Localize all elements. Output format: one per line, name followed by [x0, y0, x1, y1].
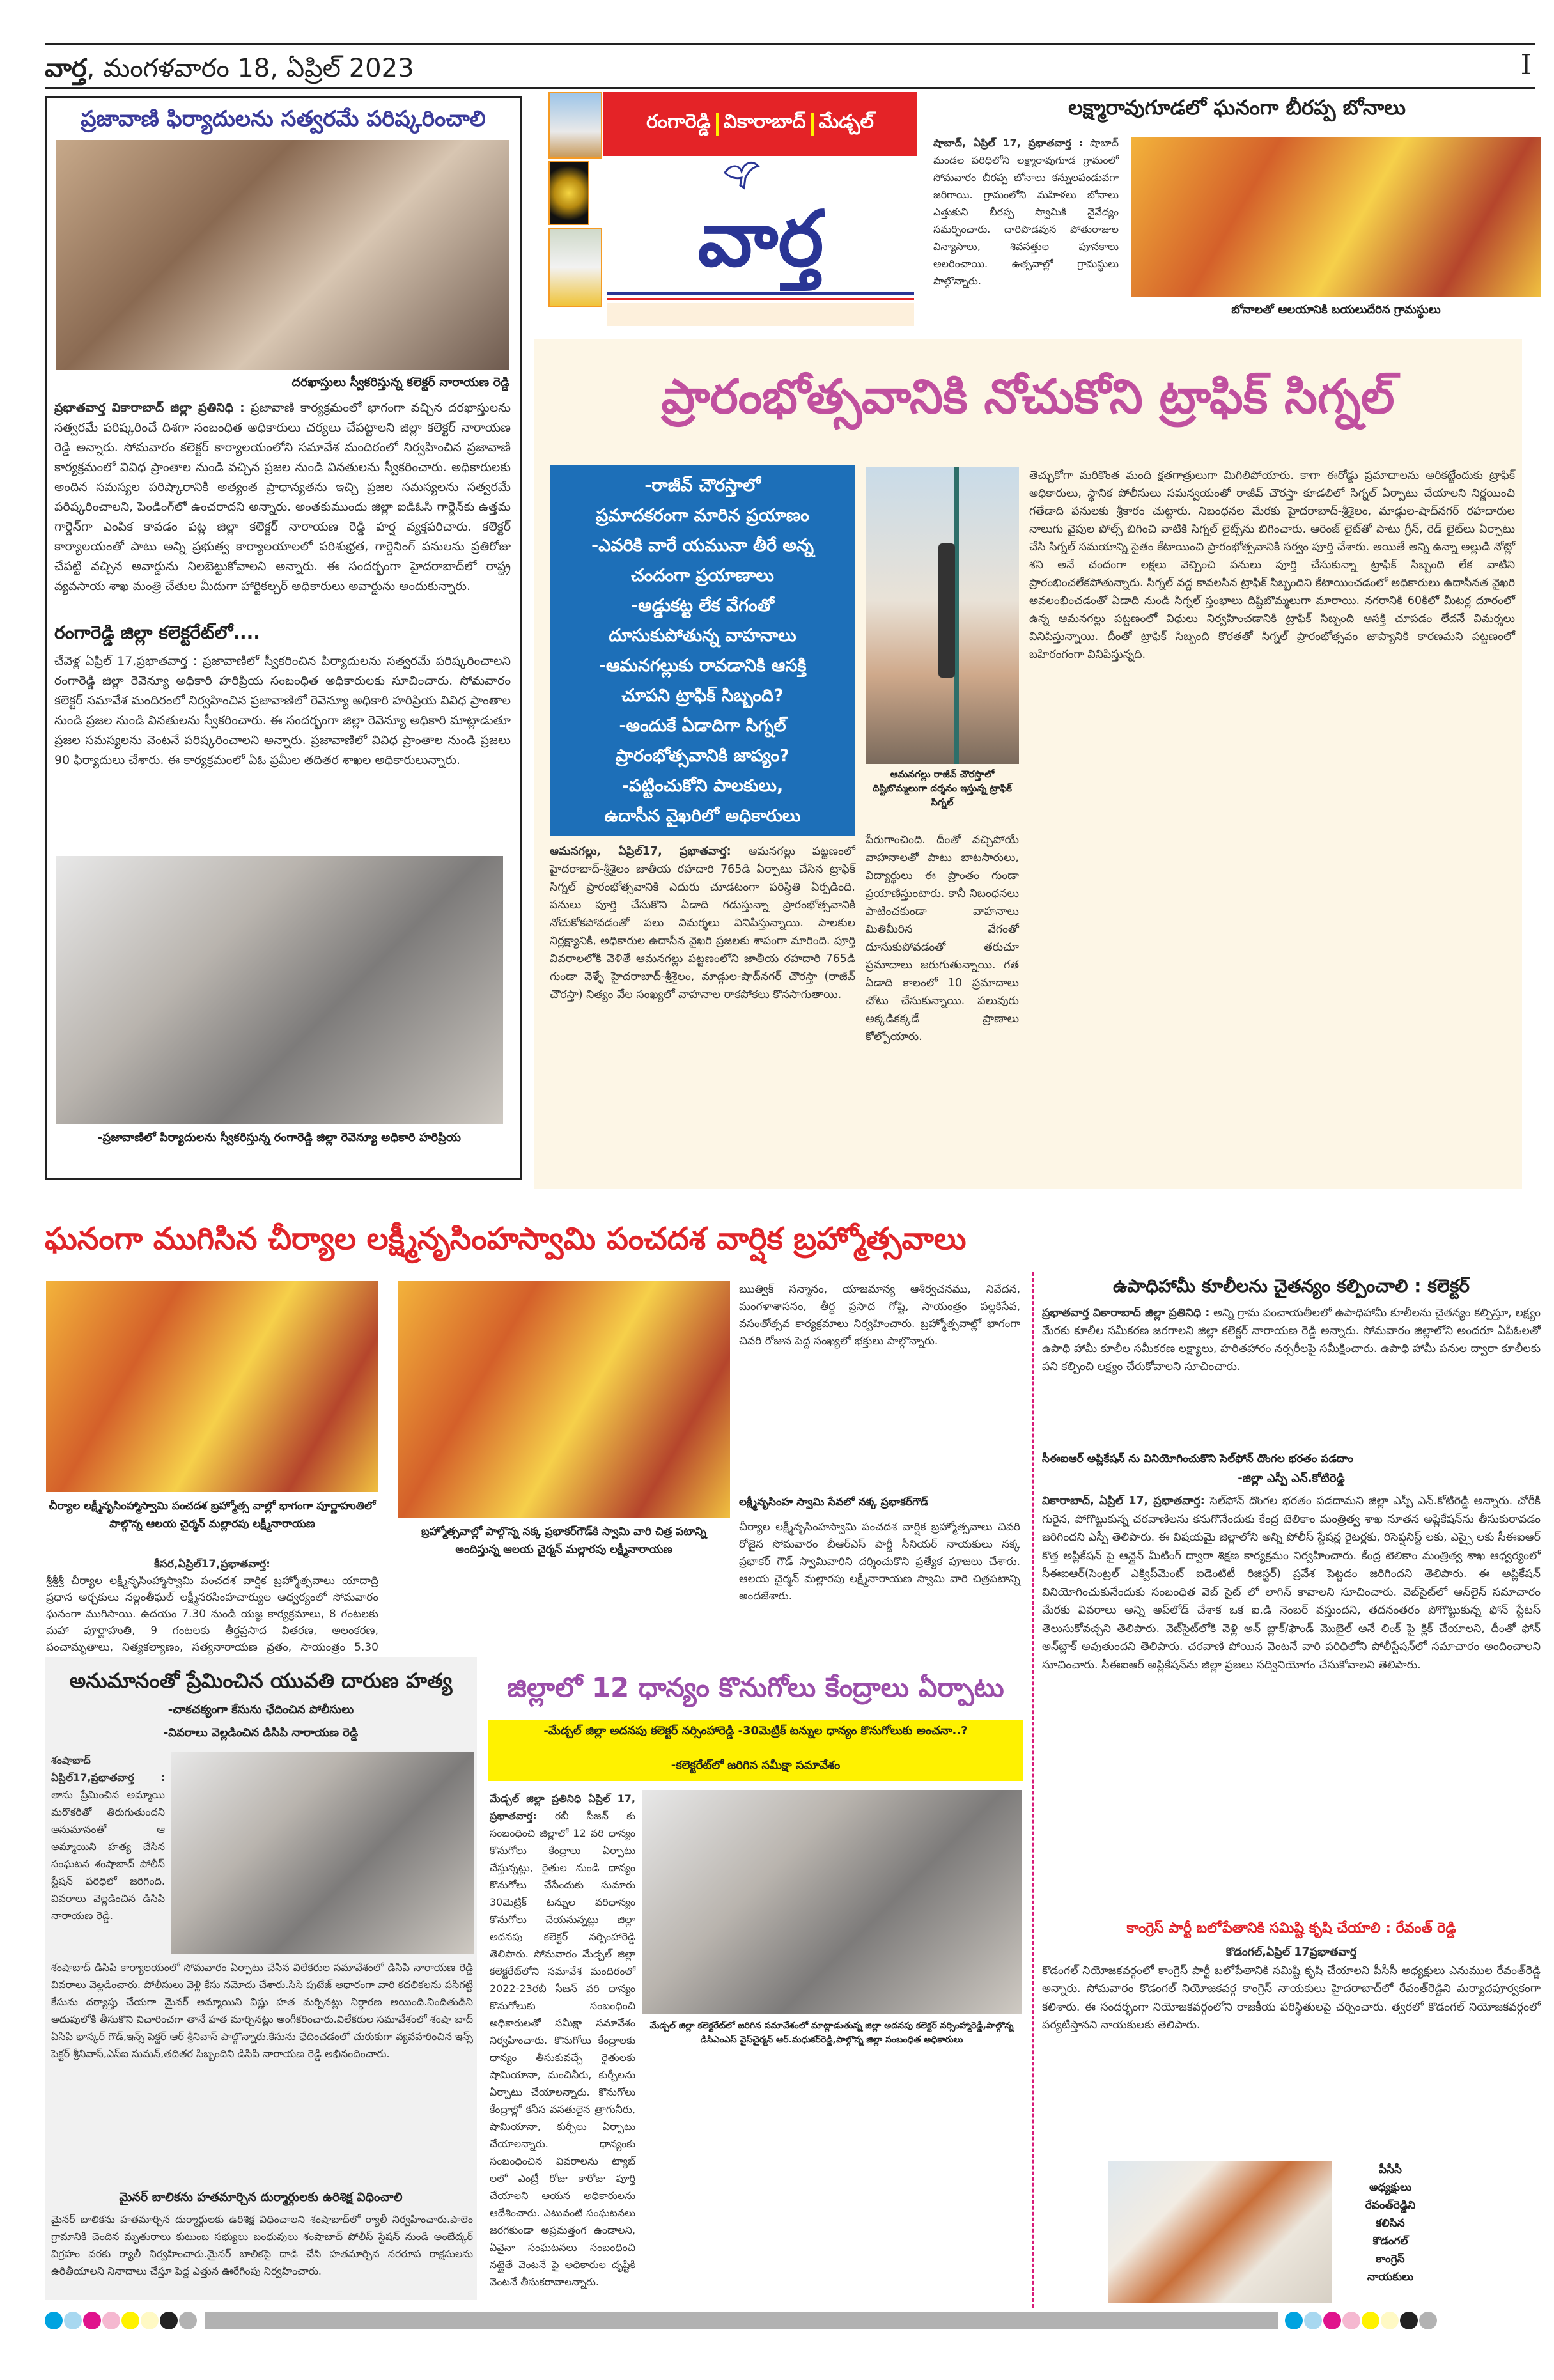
- body-text: కొడంగల్ నియోజకవర్గంలో కాంగ్రెస్ పార్టీ బలోపేతానికి సమిష్టి కృషి చేయాలని పీసీసీ అధ్యక్షులు ఎనుముల రేవంత్‌రెడ్డి అన్నారు. సోమవారం కొడంగల్ నియోజకవర్గ కాంగ్రెస్ నాయకులు హైదరాబాద్‌లో రేవంత్‌రెడ్డిని మర్యాదపూర్వకంగా కలిశారు. ఈ సందర్భంగా నియోజకవర్గంలోని రాజకీయ పరిస్థితులపై చర్చించారు. త్వరలో కొడంగల్ నియోజకవర్గంలో పర్యటిస్తానని నాయకులకు తెలిపారు.: [1042, 1964, 1541, 2032]
- body-text: షాబాద్ మండల పరిధిలోని లక్ష్మారావుగూడ గ్రామంలో సోమవారం బీరప్ప బోనాలు కన్నులపండువగా జరిగాయి. గ్రామంలోని మహిళలు బోనాలు ఎత్తుకుని బీరప్ప స్వామికి నైవేద్యం సమర్పించారు. దారిపొడవున పోతురాజుల విన్యాసాలు, శివసత్తుల పూనకాలు అలరించాయి. ఉత్సవాల్లో గ్రామస్థులు పాల్గొన్నారు.: [933, 137, 1119, 287]
- ceir-subhead: సీఈఐఆర్ అప్లికేషన్ ను వినియోగించుకొని సెల్‌ఫోన్ దొంగల భరతం పడదాం: [1042, 1452, 1354, 1465]
- caption-line: పీసీసీ: [1379, 2163, 1402, 2176]
- reg-dot-yellow: [1362, 2312, 1379, 2329]
- highlight-line: చూపని ట్రాఫిక్ సిబ్బంది?: [621, 686, 784, 706]
- murder-body: [51, 1959, 473, 2183]
- district-banner: [603, 92, 917, 156]
- dateline: కొడంగల్,ఏప్రిల్ 17ప్రభాతవార్త: [1225, 1946, 1357, 1959]
- reg-dot-gray: [1419, 2312, 1437, 2329]
- dateline: ప్రభాతవార్త వికారాబాద్ జిల్లా ప్రతినిధి :: [1042, 1307, 1210, 1319]
- revanth-body: [1042, 1943, 1541, 2129]
- subhead: రంగారెడ్డి జిల్లా కలెక్టరేట్‌లో....: [54, 622, 260, 643]
- upadhi-body: [1042, 1304, 1541, 1447]
- reg-dot-magenta: [83, 2312, 101, 2329]
- body-text: చీర్యాల లక్ష్మీనృసింహస్వామి పంచదశ వార్షిక బ్రహ్మోత్సవాలు చివరి రోజైన సోమవారం బీఆర్ఎస్ పార్టీ సీనియర్ నాయకులు నక్క ప్రభాకర్ గౌడ్ స్వామివారిని దర్శించుకొని ప్రత్యేక పూజలు చేశారు. ఆలయ చైర్మన్ మల్లారపు లక్ష్మీనారాయణ స్వామి వారి చిత్రపటాన్ని అందజేశారు.: [739, 1521, 1020, 1603]
- cheeryala-photo1-caption: చీర్యాల లక్ష్మీనృసింహ్మాస్వామి పంచదశ బ్రహ్మోత్స వాల్లో భాగంగా పూర్ణాహుతిలో పాల్గొన్న ఆలయ చైర్మన్ మల్లారపు లక్ష్మీనారాయణ: [49, 1500, 376, 1530]
- logo-underline-red: [607, 298, 914, 300]
- dateline: ప్రభాతవార్త వికారాబాద్ జిల్లా ప్రతినిధి :: [54, 401, 245, 415]
- cheeryala-subhead: లక్ష్మీనృసింహ స్వామి సేవలో నక్క ప్రభాకర్‌గౌడ్: [739, 1496, 929, 1509]
- district-rangareddy: రంగారెడ్డి: [646, 111, 711, 133]
- dateline: కీసర,ఏప్రిల్17,ప్రభాతవార్త:: [154, 1558, 270, 1571]
- caption-line: అధ్యక్షులు: [1369, 2181, 1411, 2194]
- grain-body-col1: [490, 1790, 635, 2295]
- photo2-caption: -ప్రజావాణిలో పిర్యాదులను స్వీకరిస్తున్న రంగారెడ్డి జిల్లా రెవెన్యూ అధికారి హరిప్రియ: [97, 1131, 462, 1144]
- dateline: ఆమనగల్లు, ఏప్రిల్17, ప్రభాతవార్త:: [550, 845, 731, 858]
- body-text: తెచ్చుకోగా మరికొంత మంది క్షతగాత్రులుగా మిగిలిపోయారు. కాగా ఈరోడ్డు ప్రమాదాలను అరికట్టేందుకు ట్రాఫిక్ అధికారులు, స్థానిక పోలీసులు సమన్వయంతో రాజీవ్ చౌరస్తా కూడలిలో సిగ్నల్ ఏర్పాటు చేయాలని నిర్ణయించి గతేడాది పనులకు శ్రీకారం చుట్టారు. నిబంధనల మేరకు హైదరాబాద్-శ్రీశైలం, మాడ్గుల-షాద్‌నగర్ రహదారుల నాలుగు వైపుల పోల్స్ బిగించి వాటికి సిగ్నల్ లైట్స్‌ను బిగించారు. ఆరెంజ్ లైట్‌తో పాటు గ్రీన్, రెడ్ లైట్‌లు ఏర్పాటు చేసి సిగ్నల్ సమయాన్ని సైతం కేటాయించి ప్రారంభోత్సవానికి సర్వం పూర్తి చేశారు. అయితే అన్ని ఉన్నా అల్లుడి నోట్లో శని అనే చందంగా లక్షలు వెచ్చించి పనులు పూర్తి చేసుకున్నా ట్రాఫిక్ సిబ్బంది లేక వాటిని ప్రారంభించలేకపోతున్నారు. సిగ్నల్ వద్ద కావలసిన ట్రాఫిక్ సిబ్బందిని కేటాయించడంలో అధికారులు ఉదాసీనత వైఖరి అవలంభించడంతో ఏడాది నుండి సిగ్నల్ స్తంభాలు దిష్టిబొమ్మలుగా మారాయి. నగరానికి 60కిలో మీటర్ల దూరంలో ఉన్న ఆమనగల్లు పట్టణంలో విధులు నిర్వహించడానికి ట్రాఫిక్ సిబ్బంది ఆసక్తి చూపడం లేదనే విమర్శలు వినిపిస్తున్నాయి. దీంతో ట్రాఫిక్ సిబ్బంది కొరతతో సిగ్నల్ ప్రారంభోత్సవం జాప్యానికి కారణమని పట్టణంలో బహిరంగంగా వినిపిస్తున్నది.: [1029, 469, 1515, 661]
- cheeryala-headline: ఘనంగా ముగిసిన చీర్యాల లక్ష్మీనృసింహస్వామి పంచదశ వార్షిక బ్రహ్మోత్సవాలు: [45, 1221, 967, 1257]
- murder-subhead: మైనర్ బాలికను హతమార్చిన దుర్మార్గులకు ఉరిశిక్ష విధించాలి: [119, 2190, 403, 2204]
- reg-dot-yellow: [121, 2312, 139, 2329]
- district-medchal: మేడ్చల్: [818, 111, 874, 133]
- sub-body-text: ప్రజావాణిలో స్వీకరించిన పిర్యాదులను సత్వరమే పరిష్కరించాలని రంగారెడ్డి జిల్లా రెవెన్యూ అధికారి హరిప్రియ సంబంధిత అధికారులకు సూచించారు. సోమవారం కలెక్టర్ సమావేశ మందిరంలో నిర్వహించిన ప్రజావాణిలో రెవెన్యూ అధికారి హరిప్రియ వివిధ ప్రాంతాల నుండి ప్రజల నుండి వినతులను స్వీకరించారు. ఈ సందర్భంగా జిల్లా రెవెన్యూ అధికారి మాట్లాడుతూ ప్రజల సమస్యలను వెంటనే పరిష్కరించాలని అన్నారు. ప్రజావాణిలో వివిధ ప్రాంతాల నుండి ప్రజలు 90 ఫిర్యాదులు చేశారు. ఈ కార్యక్రమంలో ఏఓ ప్రమీల తదితర శాఖల అధికారులున్నారు.: [54, 654, 511, 767]
- reg-dot-black: [1400, 2312, 1418, 2329]
- bonalu-photo: [1131, 137, 1541, 297]
- highlight-line: -అందుకే ఏడాదిగా సిగ్నల్: [619, 716, 786, 736]
- grain-highlight-2: -కలెక్టరేట్‌లో జరిగిన సమీక్షా సమావేశం: [671, 1759, 841, 1772]
- photo-revenue-officer: [56, 856, 503, 1124]
- murder-sub1: -చాకచక్యంగా కేసును ఛేదించిన పోలీసులు: [167, 1703, 354, 1716]
- ceir-body: [1042, 1492, 1541, 1911]
- district-vikarabad: వికారాబాద్: [723, 111, 806, 133]
- photo-collector-receiving: [56, 140, 509, 370]
- reg-dot-cream: [141, 2312, 159, 2329]
- murder-sub2: -వివరాలు వెల్లడించిన డిసిపి నారాయణ రెడ్డి: [163, 1726, 359, 1739]
- reg-dot-light-cyan: [1304, 2312, 1322, 2329]
- body-text: సెల్‌ఫోన్ దొంగల భరతం పడదామని జిల్లా ఎస్పీ ఎన్.కోటిరెడ్డి అన్నారు. చోరీకి గురైన, పోగొట్టుకున్న చరవాణిలను కనుగొనేందుకు కేంద్ర టెలికాం మంత్రిత్వ శాఖ నూతన అప్లికేషన్‌ను తీసుకురావడం జరిగిందని ఎస్పీ తెలిపారు. ఈ విషయమై జిల్లాలోని అన్ని పోలీస్ స్టేషన్ల రైటర్లకు, రిసెప్షనిస్ట్ లకు, ఎస్సై లకు సీఈఐఆర్ కొత్త అప్లికేషన్ పై ఆన్లైన్ మీటింగ్ ద్వారా శిక్షణ కార్యక్రమం నిర్వహించారు. కేంద్ర టెలికాం మంత్రిత్వ శాఖ ఆధ్వర్యంలో సీఈఐఆర్(సెంట్రల్ ఎక్విప్‌మెంట్ ఐడెంటిటీ రిజిస్టర్) ప్రవేశ పెట్టడం జరిగిందని తెలిపారు. ఈ అప్లికేషన్ వినియోగించుకునేందుకు సంబంధిత వెబ్ సైట్ లో లాగిన్ కావాలని సూచించారు. వెబ్‌సైట్‌లో ఆన్‌లైన్ సమాచారం మేరకు వివరాలు అన్ని అప్‌లోడ్ చేశాక ఒక ఐ.డి నెంబర్ వస్తుందని, తదనంతరం పోగొట్టుకున్న ఫోన్ స్టేటస్ తెలుసుకోవచ్చని తెలిపారు. వెబ్‌సైట్‌లోకి వెళ్లి అన్ బ్లాక్/ఫౌండ్ మొబైల్ అనే లింక్ పై క్లిక్ చేయాలని, దీంతో ఫోన్ అన్‌బ్లాక్ అవుతుందని తెలిపారు. చరవాణి పోయిన వెంటనే వారి పరిధిలోని పోలీస్టేషన్‌లో సమాచారం అందించాలని సూచించారు. సీఈఐఆర్ అప్లికేషన్‌ను జిల్లా ప్రజలు సద్వినియోగం చేసుకోవాలని తెలిపారు.: [1042, 1495, 1541, 1672]
- reg-dot-gray: [179, 2312, 197, 2329]
- dcp-press-meet-photo: [171, 1752, 474, 1954]
- dateline: షాబాద్, ఏప్రిల్ 17, ప్రభాతవార్త :: [933, 137, 1083, 149]
- cheeryala-sub-body: [739, 1519, 1020, 1639]
- article-prajavani: [45, 96, 522, 1180]
- reg-dot-cyan: [1285, 2312, 1303, 2329]
- body-text: రబీ సీజన్ కు సంబంధించి జిల్లాలో 12 వరి ధాన్యం కొనుగోలు కేంద్రాలు ఏర్పాటు చేస్తున్నట్లు, రైతుల నుండి ధాన్యం కొనుగోలు చేసేందుకు సుమారు 30మెట్రిక్ టన్నుల వరిధాన్యం కొనుగోలు చేయనున్నట్లు జిల్లా అదనపు కలెక్టర్ నర్సింహారెడ్డి తెలిపారు. సోమవారం మేడ్చల్ జిల్లా కలెక్టరేట్‌లోని సమావేశ మందిరంలో 2022-23రబీ సీజన్ వరి ధాన్యం కొనుగోలుకు సంబంధించి అధికారులతో సమీక్షా సమావేశం నిర్వహించారు. కొనుగోలు కేంద్రాలకు ధాన్యం తీసుకువచ్చే రైతులకు షామియానా, మంచినీరు, కుర్చీలను ఏర్పాటు చేయాలన్నారు. కొనుగోలు కేంద్రాల్లో కనీస వసతులైన త్రాగునీరు, షామియానా, కుర్చీలు ఏర్పాటు చేయాలన్నారు. ధాన్యంకు సంబంధించిన వివరాలను ట్యాబ్ లలో ఎంట్రీ రోజు కారోజు పూర్తి చేయాలని ఆయన అధికారులను ఆదేశించారు. ఎటువంటి సంఘటనలు జరగకుండా అప్రమత్తంగ ఉండాలని, ఏవైనా సంఘటనలు సంబంధించి నట్లైతే వెంటనే పై అధికారుల దృష్టికి వెంటనే తీసుకరావాలన్నారు.: [490, 1810, 636, 2288]
- cheeryala-photo-1: [46, 1281, 378, 1492]
- sub-dateline: చేవెళ్ల ఏప్రిల్ 17,ప్రభాతవార్త :: [54, 654, 198, 668]
- highlight-line: -ఆమనగల్లుకు రావడానికి ఆసక్తి: [598, 656, 807, 676]
- traffic-col2: [866, 831, 1019, 1183]
- district-separator: [811, 113, 814, 136]
- registration-dots-left: [45, 2312, 198, 2329]
- traffic-headline: ప్రారంభోత్సవానికి నోచుకోని ట్రాఫిక్ సిగ్నల్: [661, 369, 1395, 424]
- highlight-line: -అడ్డుకట్ట లేక వేగంతో: [630, 596, 775, 616]
- reg-dot-pink: [1342, 2312, 1360, 2329]
- header-rule: [45, 87, 1535, 89]
- beerappa-photo-caption: బోనాలతో ఆలయానికి బయలుదేరిన గ్రామస్థులు: [1231, 303, 1441, 316]
- cheeryala-photo2-caption: బ్రహ్మోత్సవాల్లో పాల్గొన్న నక్క ప్రభాకర్‌గౌడ్‌కి స్వామి వారి చిత్ర పటాన్ని అందిస్తున్న ఆలయ చైర్మన్ మల్లారపు లక్ష్మీనారాయణ: [421, 1525, 707, 1556]
- revanth-photo: [1108, 2161, 1332, 2303]
- district-separator: [716, 113, 719, 136]
- body-text: ప్రజావాణి కార్యక్రమంలో భాగంగా వచ్చిన దరఖాస్తులను సత్వరమే పరిష్కరించే దిశగా సంబంధిత అధికారులు చర్యలు చేపట్టాలని జిల్లా కలెక్టర్ నారాయణ రెడ్డి అన్నారు. సోమవారం కలెక్టర్ కార్యాలయంలోని సమావేశ మందిరంలో నిర్వహించిన ప్రజావాణి కార్యక్రమంలో వివిధ ప్రాంతాల నుండి వచ్చిన ప్రజల నుండి వినతులను స్వీకరించారు. అధికారులకు అందిన సమస్యల పరిష్కారానికి అత్యంత ప్రాధాన్యతను ఇచ్చి ప్రజల సమస్యలను సత్వరమే పరిష్కరించాలని, పెండింగ్‌లో ఉంచరాదని అన్నారు. అంతకుముందు జిల్లా ఐడిఓసి గార్డెన్‌కు ఉత్తమ గార్డెన్‌గా ఎంపిక కావడం పట్ల జిల్లా కలెక్టర్ నారాయణ రెడ్డి హర్ష వ్యక్తపరిచారు. కలెక్టర్ కార్యాలయంతో పాటు అన్ని ప్రభుత్వ కార్యాలయాలలో పరిశుభ్రత, గార్డెనింగ్ పనులను ప్రతిరోజు చేపట్టి వచ్చిన అవార్డును నిలబెట్టుకోవాలని అన్నారు. ఈ సందర్భంగా హైదరాబాద్‌లో రాష్ట్ర వ్యవసాయ శాఖ మంత్రి చేతుల మీదుగా హార్టికల్చర్ అధికారులు అవార్డును అందుకున్నారు.: [54, 401, 511, 593]
- grain-photo-caption: మేడ్చల్ జిల్లా కలెక్టరేట్‌లో జరిగిన సమావేశంలో మాట్లాడుతున్న జిల్లా అదనపు కలెక్టర్ నర్సింహ్మారెడ్డి,పాల్గొన్న డిసిఎంఎస్ వైస్‌చైర్మన్ ఆర్.మధుకర్‌రెడ్డి,పాల్గొన్న జిల్లా సంబంధిత అధికారులు: [649, 2021, 1014, 2045]
- registration-bar: [205, 2312, 1278, 2329]
- murder-headline: అనుమానంతో ప్రేమించిన యువతి దారుణ హత్య: [69, 1668, 453, 1693]
- article-body: [54, 398, 511, 616]
- folio-line: [45, 54, 414, 89]
- highlight-line: దూసుకుపోతున్న వాహనాలు: [609, 626, 796, 646]
- body-text: ఋత్విక్ సన్మానం, యాజమాన్య ఆశీర్వచనము, నివేదన, మంగళాశాసనం, తీర్థ ప్రసాద గోష్టి, సాయంత్రం పల్లకిసేవ, వసంతోత్సవ కార్యక్రమాలు నిర్వహించారు. బ్రహ్మోత్సవాల్లో భాగంగా చివరి రోజున పెద్ద సంఖ్యలో భక్తులు పాల్గొన్నారు.: [739, 1283, 1020, 1348]
- traffic-photo-caption: ఆమనగల్లు రాజీవ్ చౌరస్తాలో దిష్టిబొమ్మలుగా దర్శనం ఇస్తున్న ట్రాఫిక్ సిగ్నల్: [873, 768, 1012, 808]
- top-rule: [45, 43, 1535, 45]
- headline: ప్రజావాణి ఫిర్యాదులను సత్వరమే పరిష్కరించాలి: [81, 106, 486, 132]
- grain-meeting-photo: [642, 1790, 1022, 2014]
- revanth-headline: కాంగ్రెస్ పార్టీ బలోపేతానికి సమిష్టి కృషి చేయాలి : రేవంత్ రెడ్డి: [1126, 1920, 1456, 1936]
- photo-caption: దరఖాస్తులు స్వీకరిస్తున్న కలెక్టర్ నారాయణ రెడ్డి: [291, 375, 509, 389]
- beerappa-headline: లక్ష్మారావుగూడలో ఘనంగా బీరప్ప బోనాలు: [1068, 95, 1406, 120]
- reg-dot-cream: [1381, 2312, 1399, 2329]
- highlight-line: ప్రమాదకరంగా మారిన ప్రయాణం: [596, 506, 809, 525]
- cheeryala-body-3: [398, 1582, 730, 1639]
- caption-line: కలిసిన: [1376, 2217, 1405, 2230]
- column-divider: [1032, 1272, 1034, 2308]
- comma-sep: ,: [86, 54, 104, 83]
- registration-dots-right: [1285, 2312, 1438, 2329]
- cheeryala-photo-2: [398, 1281, 730, 1518]
- reg-dot-pink: [102, 2312, 120, 2329]
- grain-highlight-1: -మేడ్చల్ జిల్లా అదనపు కలెక్టర్ నర్సింహారెడ్డి -30మెట్రిక్ టన్నుల ధాన్యం కొనుగోలుకు అంచనా..?: [543, 1724, 968, 1738]
- highlight-line: ప్రారంభోత్సవానికి జాప్యం?: [616, 746, 789, 766]
- highlight-line: ఉదాసీన వైఖరిలో అధికారులు: [604, 806, 801, 826]
- cheeryala-body: [46, 1556, 378, 1654]
- murder-sub-body: [51, 2211, 473, 2297]
- traffic-col3: [1029, 467, 1515, 1183]
- beerappa-article: [933, 134, 1119, 326]
- dateline: శంషాబాద్ ఏప్రిల్17,ప్రభాతవార్త :: [51, 1754, 165, 1784]
- newspaper-logo: వార్త: [697, 195, 824, 284]
- highlight-line: చందంగా ప్రయాణాలు: [631, 566, 774, 586]
- caption-line: నాయకులు: [1367, 2271, 1414, 2283]
- ceir-attribution: -జిల్లా ఎస్పీ ఎన్.కోటిరెడ్డి: [1238, 1472, 1345, 1485]
- body-text: ఆమనగల్లు పట్టణంలో హైదరాబాద్-శ్రీశైలం జాతీయ రహదారి 765డి ఏర్పాటు చేసిన ట్రాఫిక్ సిగ్నల్ ప్రారంభోత్సవానికి ఎదురు చూడటంగా పరిస్థితి ఏర్పడింది. పనులు పూర్తి చేసుకొని ఏడాది గడుస్తున్నా ప్రారంభోత్సవానికి నోచుకోకపోవడంతో పలు విమర్శలు వినిపిస్తున్నాయి. పాలకుల నిర్లక్ష్యానికి, అధికారుల ఉదాసీన వైఖరి ప్రజలకు శాపంగా మారింది. పూర్తి వివరాలలోకి వెళితే ఆమనగల్లు పట్టణంలోని జాతీయ రహదారి 765డి గుండా వెళ్ళే హైదరాబాద్-శ్రీశైలం, మాడ్గుల-షాద్‌నగర్ చౌరస్తా (రాజీవ్ చౌరస్తా) నిత్యం వేల సంఖ్యలో వాహనాల రాకపోకలు కొనసాగుతాయి.: [550, 845, 855, 1001]
- body-text: శ్రీశ్రీశ్రీ చీర్యాల లక్ష్మీనృసింహ్మాస్వామి పంచదశ వార్షిక బ్రహ్మోత్సవాలు యాదాద్రి ప్రధాన అర్చకులు నల్లంతీఘల్ లక్ష్మీనరసింహచార్యుల ఆధ్వర్యంలో సోమవారం ఘనంగా ముగిసాయి. ఉదయం 7.30 నుండి యజ్ఞ కార్యక్రమాలు, 8 గంటలకు మహా పూర్ణాహుతి, 9 గంటలకు తీర్థప్రసాద వితరణ, అలంకరణ, పంచామృతాలు, నిత్యకల్యాణం, సత్యనారాయణ వ్రతం, సాయంత్రం 5.30: [46, 1575, 378, 1654]
- signal-head: [938, 543, 955, 678]
- revanth-photo-caption: [1342, 2161, 1438, 2286]
- reg-dot-cyan: [45, 2312, 63, 2329]
- murder-intro: [51, 1752, 165, 1954]
- caption-line: కాంగ్రెస్: [1376, 2253, 1405, 2266]
- folio-date: మంగళవారం 18, ఏప్రిల్ 2023: [103, 54, 414, 83]
- dateline: వికారాబాద్, ఏప్రిల్ 17, ప్రభాతవార్త:: [1042, 1495, 1205, 1507]
- body-text: శంషాబాద్ డిసిపి కార్యాలయంలో సోమవారం ఏర్పాటు చేసిన విలేకరుల సమావేశంలో డిసిపి నారాయణ రెడ్డి వివరాలు వెల్లడించారు. పోలీసులు వెళ్లి కేసు నమోదు చేశారు.సిసి పుటేజ్ ఆధారంగా వారి కదలికలను పసిగట్టి కేసును దర్యాప్తు చేయగా మైనర్ అమ్మాయిని విష్ణు హత మర్చినట్లు నిర్ధారణ అయింది.నిందితుడిని అదుపులోకి తీసుకొని విచారించగా తానే హత మార్చినట్లు అంగీకరించారు.విలేకరుల సమావేశంలో శంషా బాద్ ఏసిపి భాస్కర్ గౌడ్,ఇన్స్ పెక్టర్ ఆర్ శ్రీనివాస్ పాల్గొన్నారు.కేసును ఛేదించడంలో చురుకుగా వ్యవహరించిన ఇన్స్ పెక్టర్ శ్రీనివాస్,ఎస్ఐ సుమన్,తదితర సిబ్బందిని డిసిపి నారాయణ రెడ్డి అభినందించారు.: [51, 1961, 473, 2060]
- cheeryala-body-2: [739, 1281, 1020, 1488]
- body-text: పేరుగాంచింది. దీంతో వచ్చిపోయే వాహనాలతో పాటు బాటసారులు, విద్యార్థులు ఈ ప్రాంతం గుండా ప్రయాణిస్తుంటారు. కానీ నిబంధనలు పాటించకుండా వాహనాలు మితిమీరిన వేగంతో దూసుకుపోవడంతో తరుచూ ప్రమాదాలు జరుగుతున్నాయి. గత ఏడాది కాలంలో 10 ప్రమాదాలు చోటు చేసుకున్నాయి. పలువురు అక్కడికక్కడే ప్రాణాలు కోల్పోయారు.: [866, 834, 1019, 1043]
- dateline: మేడ్చల్ జిల్లా ప్రతినిధి ఏప్రిల్ 17, ప్రభాతవార్త:: [490, 1793, 635, 1822]
- traffic-signal-photo: [866, 467, 1019, 764]
- reg-dot-magenta: [1323, 2312, 1341, 2329]
- highlight-line: -రాజీవ్ చౌరస్తాలో: [644, 476, 761, 495]
- caption-line: రేవంత్‌రెడ్డిని: [1365, 2199, 1416, 2212]
- traffic-col1: [550, 843, 855, 1183]
- traffic-highlights-box: [550, 465, 855, 836]
- reg-dot-black: [160, 2312, 178, 2329]
- body-text: తాను ప్రేమించిన అమ్మాయి మరొకరితో తిరుగుతుందని అనుమానంతో ఆ అమ్మాయిని హత్య చేసిన సంఘటన శంషాబాద్ పోలీస్ స్టేషన్ పరిధిలో జరిగింది. వివరాలు వెల్లడించిన డిసిపి నారాయణ రెడ్డి.: [51, 1789, 165, 1922]
- body-text: మైనర్ బాలికను హతమార్చిన దుర్మార్గులకు ఉరిశిక్ష విధించాలని శంషాబాద్‌లో ర్యాలీ నిర్వహించారు.పాలెం గ్రామానికి చెందిన మృతురాలు కుటుంబ సభ్యులు బంధువులు శంషాబాద్ పోలీస్ స్టేషన్ నుండి అంబేద్కర్ విగ్రహం వరకు ర్యాలీ నిర్వహించారు.మైనర్ బాలికపై దాడి చేసి హతమార్చిన నరరూప రాక్షసులను ఉరితీయాలని నినాదాలు చేస్తూ పెద్ద ఎత్తున ఊరేగింపు నిర్వహించారు.: [51, 2213, 473, 2277]
- logo-underline-blue: [607, 292, 914, 295]
- highlight-line: -ఎవరికి వారే యమునా తీరే అన్న: [591, 536, 814, 556]
- logo-cream-band: [607, 303, 914, 326]
- reg-dot-light-cyan: [64, 2312, 82, 2329]
- page-number: I: [1520, 49, 1532, 81]
- temple-gopuram-image: [548, 92, 602, 159]
- upadhi-headline: ఉపాధిహామీ కూలీలను చైతన్యం కల్పించాలి : కలెక్టర్: [1113, 1275, 1470, 1296]
- body-text: అన్ని గ్రామ పంచాయతీలలో ఉపాధిహామీ కూలీలను చైతన్యం కల్పిస్తూ, లక్ష్యం మేరకు కూలీల సమీకరణ జరగాలని జిల్లా కలెక్టర్ నారాయణ రెడ్డి అన్నారు. సోమవారం జిల్లాలోని అందరూ ఏపీఓలతో ఉపాధి హామీ కూలీల సమీకరణ లక్ష్యాలు, హరితహారం నర్సరీలపై సమీక్షించారు. ఉపాధి హామీ పనుల ద్వారా కూలీలకు పని కల్పించి లక్ష్యం చేరుకోవాలని సూచించారు.: [1042, 1307, 1541, 1373]
- caption-line: కొడంగల్: [1372, 2235, 1408, 2248]
- sub-body: [54, 651, 511, 850]
- golden-deity-image: [548, 161, 589, 225]
- highlight-line: -పట్టించుకోని పాలకులు,: [621, 776, 784, 796]
- shrine-image: [548, 228, 602, 307]
- paper-short-name: వార్త: [45, 54, 87, 83]
- grain-headline: జిల్లాలో 12 ధాన్యం కొనుగోలు కేంద్రాలు ఏర్పాటు: [507, 1672, 1004, 1703]
